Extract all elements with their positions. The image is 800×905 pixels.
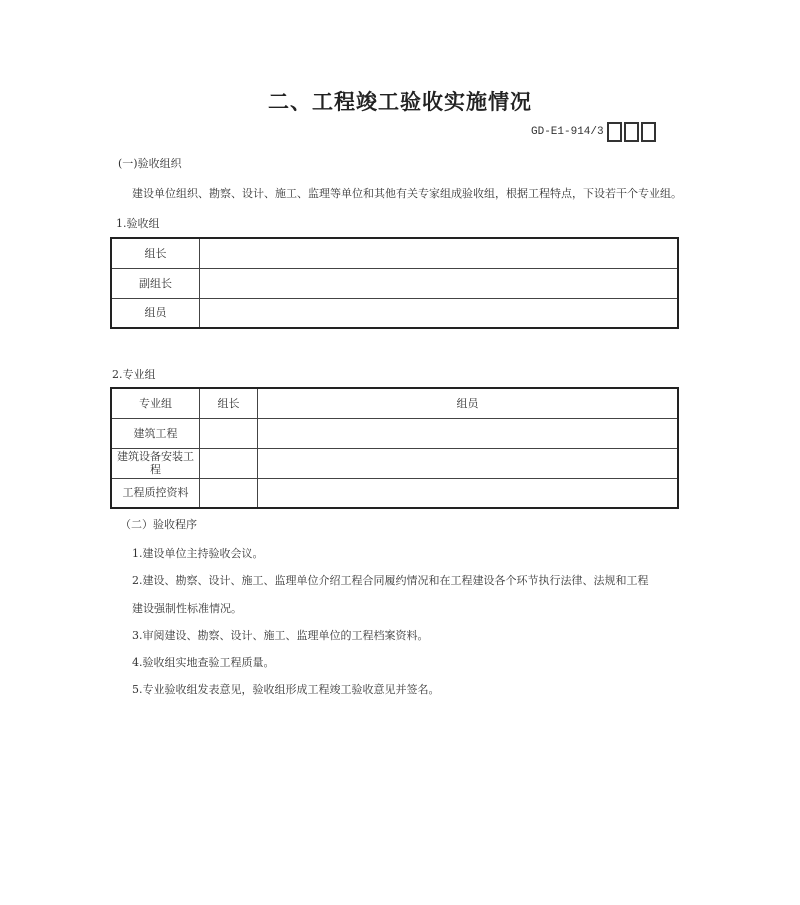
procedure-step: 1.建设单位主持验收会议。 — [132, 547, 264, 560]
header-members: 组员 — [258, 388, 679, 418]
members-field[interactable] — [200, 298, 679, 328]
header-professional-group: 专业组 — [111, 388, 200, 418]
row-label: 组员 — [111, 298, 200, 328]
procedure-step: 3.审阅建设、勘察、设计、施工、监理单位的工程档案资料。 — [132, 629, 429, 642]
row-label: 副组长 — [111, 268, 200, 298]
group-name: 建筑工程 — [111, 418, 200, 448]
form-code-box[interactable] — [607, 122, 622, 142]
form-code-box[interactable] — [624, 122, 639, 142]
leader-field[interactable] — [200, 418, 258, 448]
form-code — [531, 120, 656, 144]
procedure-step: 4.验收组实地查验工程质量。 — [132, 656, 275, 669]
table-row — [111, 418, 678, 448]
table-row — [111, 448, 678, 478]
group-name: 工程质控资料 — [111, 478, 200, 508]
table-row — [111, 238, 678, 268]
acceptance-group-label: 1.验收组 — [116, 217, 160, 230]
procedure-step-continuation: 建设强制性标准情况。 — [132, 602, 242, 615]
form-code-box[interactable] — [641, 122, 656, 142]
table-row — [111, 298, 678, 328]
professional-group-table — [110, 387, 679, 509]
leader-field[interactable] — [200, 448, 258, 478]
members-field[interactable] — [258, 418, 679, 448]
professional-group-label: 2.专业组 — [112, 368, 156, 381]
group-leader-field[interactable] — [200, 238, 679, 268]
members-field[interactable] — [258, 448, 679, 478]
acceptance-group-table — [110, 237, 679, 329]
table-row — [111, 478, 678, 508]
section-heading-procedure: （二）验收程序 — [120, 518, 197, 531]
table-header-row — [111, 388, 678, 418]
members-field[interactable] — [258, 478, 679, 508]
form-code-text: GD-E1-914/3 — [531, 126, 604, 138]
organization-intro: 建设单位组织、勘察、设计、施工、监理等单位和其他有关专家组成验收组，根据工程特点，下设若干个专业组。 — [132, 187, 682, 200]
procedure-step: 2.建设、勘察、设计、施工、监理单位介绍工程合同履约情况和在工程建设各个环节执行法律、法规和工程 — [132, 574, 649, 587]
header-leader: 组长 — [200, 388, 258, 418]
row-label: 组长 — [111, 238, 200, 268]
leader-field[interactable] — [200, 478, 258, 508]
section-heading-organization: (一)验收组织 — [118, 157, 182, 170]
procedure-step: 5.专业验收组发表意见，验收组形成工程竣工验收意见并签名。 — [132, 683, 440, 696]
page-title: 二、工程竣工验收实施情况 — [268, 90, 532, 114]
group-name: 建筑设备安装工程 — [111, 448, 200, 478]
deputy-leader-field[interactable] — [200, 268, 679, 298]
table-row — [111, 268, 678, 298]
